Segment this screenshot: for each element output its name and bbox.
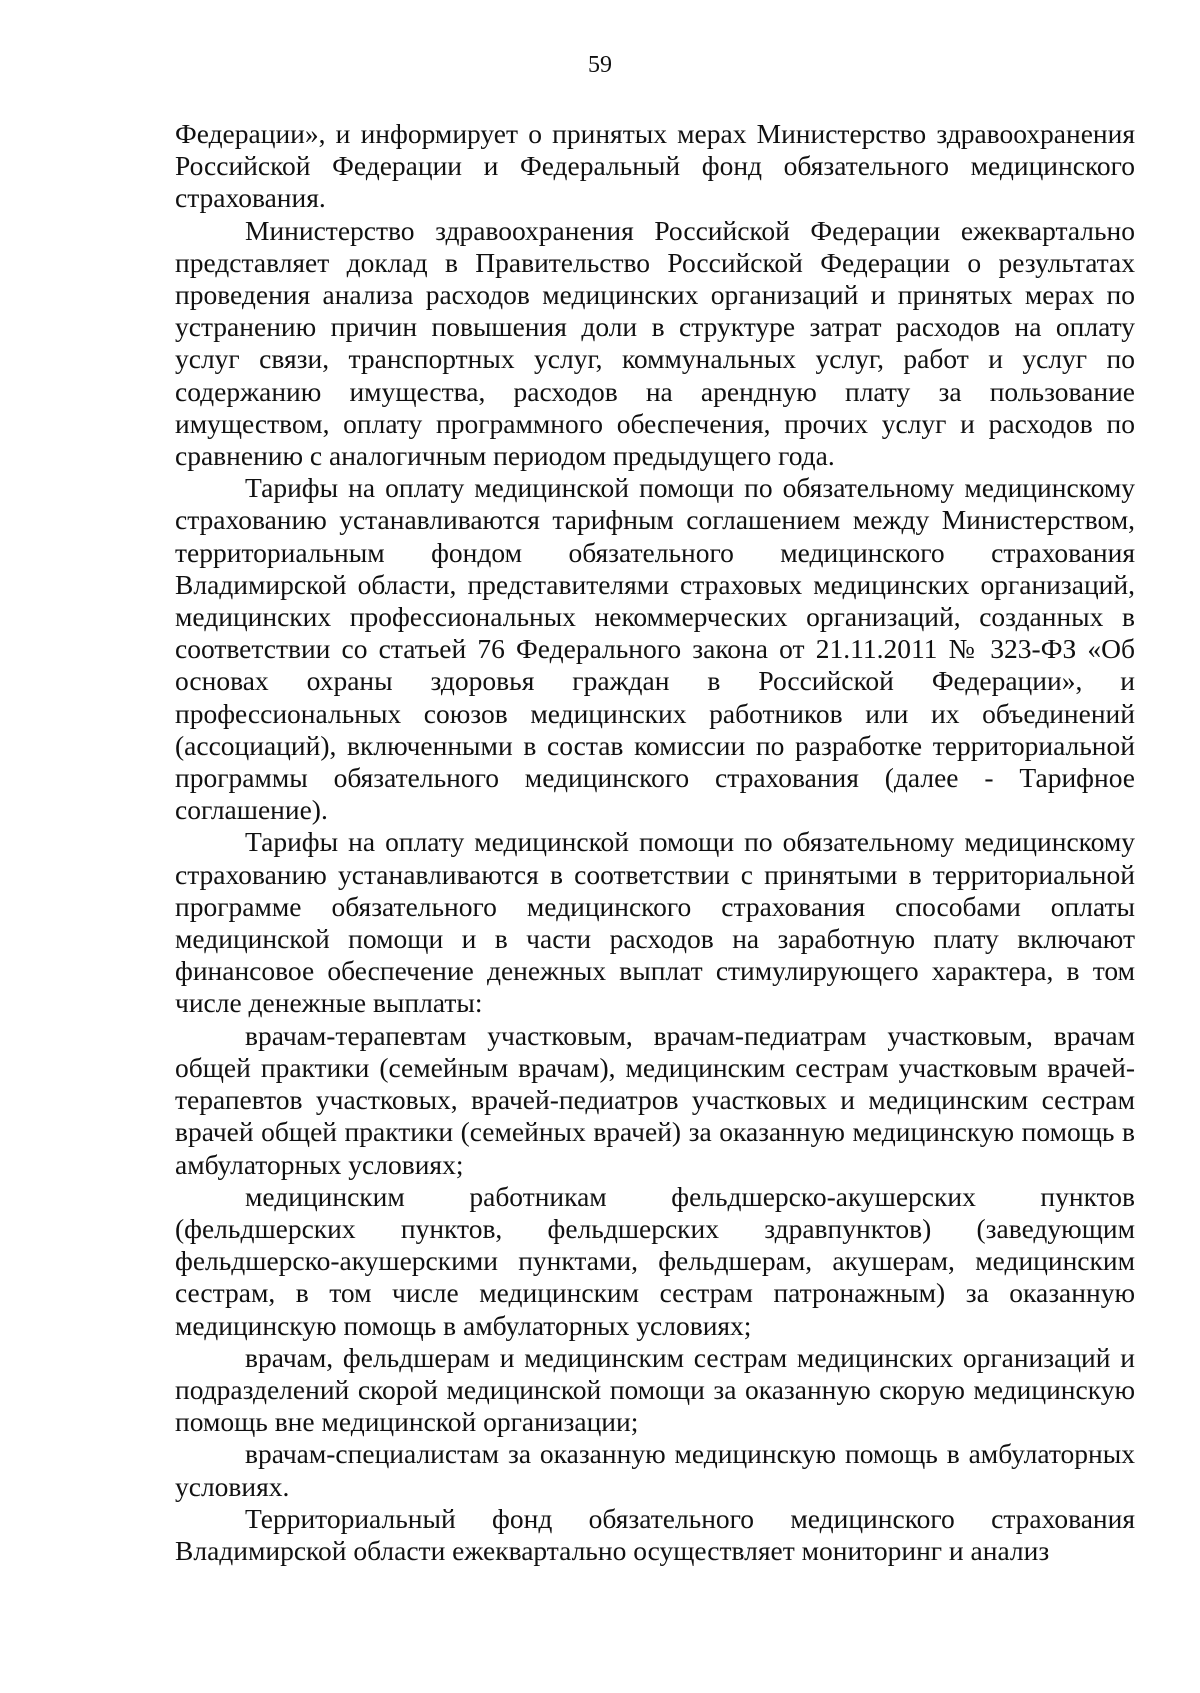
paragraph-fund-monitoring: Территориальный фонд обязательного медицинского страхования Владимирской области ежеквартально осуществляет мониторинг и анализ — [175, 1502, 1135, 1566]
paragraph-tariff-composition: Тарифы на оплату медицинской помощи по обязательному медицинскому страхованию устанавливаются в соответствии с принятыми в территориальной программе обязательного медицинского страхования способами оплаты медицинской помощи и в части расходов на заработную плату включают финансовое обеспечение денежных выплат стимулирующего характера, в том числе денежные выплаты: — [175, 826, 1135, 1019]
paragraph-payments-feldsher-points: медицинским работникам фельдшерско-акушерских пунктов (фельдшерских пунктов, фельдшерских здравпунктов) (заведующим фельдшерско-акушерскими пунктами, фельдшерам, акушерам, медицинским сестрам, в том числе медицинским сестрам патронажным) за оказанную медицинскую помощь в амбулаторных условиях; — [175, 1180, 1135, 1341]
paragraph-payments-specialists: врачам-специалистам за оказанную медицинскую помощь в амбулаторных условиях. — [175, 1438, 1135, 1502]
paragraph-tariff-agreement: Тарифы на оплату медицинской помощи по обязательному медицинскому страхованию устанавливаются тарифным соглашением между Министерством, территориальным фондом обязательного медицинского страхования Владимирской области, представителями страховых медицинских организаций, медицинских профессиональных некоммерческих организаций, созданных в соответствии со статьей 76 Федерального закона от 21.11.2011 № 323-ФЗ «Об основах охраны здоровья граждан в Российской Федерации», и профессиональных союзов медицинских работников или их объединений (ассоциаций), включенными в состав комиссии по разработке территориальной программы обязательного медицинского страхования (далее - Тарифное соглашение). — [175, 472, 1135, 826]
document-body — [175, 118, 1135, 1567]
paragraph-ministry-report: Министерство здравоохранения Российской Федерации ежеквартально представляет доклад в Правительство Российской Федерации о результатах проведения анализа расходов медицинских организаций и принятых мерах по устранению причин повышения доли в структуре затрат расходов на оплату услуг связи, транспортных услуг, коммунальных услуг, работ и услуг по содержанию имущества, расходов на арендную плату за пользование имуществом, оплату программного обеспечения, прочих услуг и расходов по сравнению с аналогичным периодом предыдущего года. — [175, 214, 1135, 472]
paragraph-continuation: Федерации», и информирует о принятых мерах Министерство здравоохранения Российской Федерации и Федеральный фонд обязательного медицинского страхования. — [175, 118, 1135, 214]
paragraph-payments-ambulance: врачам, фельдшерам и медицинским сестрам медицинских организаций и подразделений скорой медицинской помощи за оказанную скорую медицинскую помощь вне медицинской организации; — [175, 1341, 1135, 1438]
page-number: 59 — [588, 52, 612, 78]
paragraph-payments-district-doctors: врачам-терапевтам участковым, врачам-педиатрам участковым, врачам общей практики (семейным врачам), медицинским сестрам участковым врачей-терапевтов участковых, врачей-педиатров участковых и медицинским сестрам врачей общей практики (семейных врачей) за оказанную медицинскую помощь в амбулаторных условиях; — [175, 1019, 1135, 1180]
